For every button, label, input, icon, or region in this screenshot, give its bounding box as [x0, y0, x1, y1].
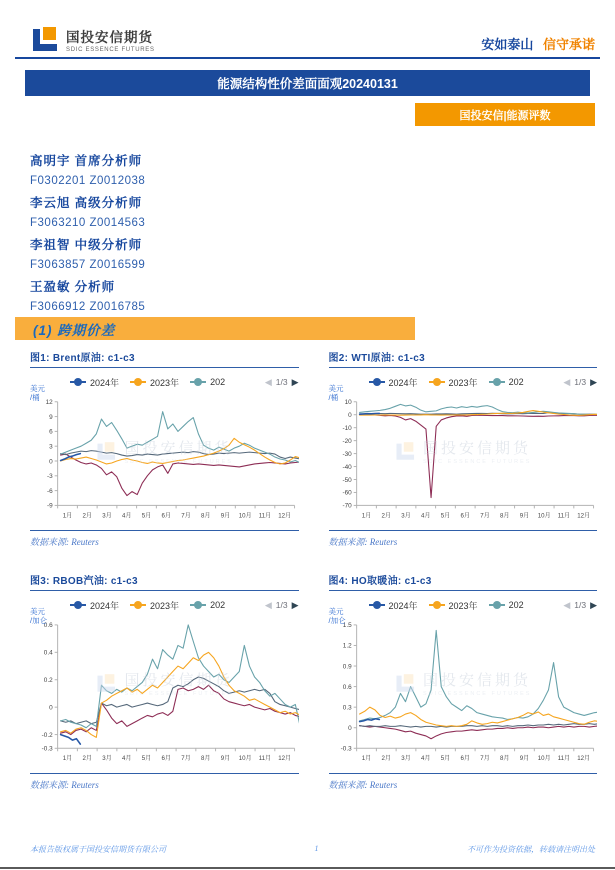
analyst-name: 李祖智 中级分析师 — [30, 237, 143, 252]
svg-text:12月: 12月 — [576, 512, 590, 520]
svg-text:7月: 7月 — [181, 755, 191, 763]
svg-text:-0.3: -0.3 — [340, 745, 352, 753]
slogan-part-1: 安如泰山 — [481, 37, 534, 52]
data-source: 数据来源: Reuters — [30, 537, 99, 547]
svg-text:-30: -30 — [341, 450, 352, 458]
y-axis-unit: 美元 /加仑 — [328, 607, 346, 625]
svg-text:2月: 2月 — [380, 512, 391, 520]
svg-text:1月: 1月 — [361, 755, 371, 763]
svg-text:4月: 4月 — [420, 512, 430, 520]
chart-canvas — [30, 394, 299, 528]
svg-text:-6: -6 — [47, 487, 53, 495]
analyst-codes: F3063857 Z0016599 — [30, 258, 146, 271]
svg-text:2月: 2月 — [82, 512, 93, 520]
svg-text:0.6: 0.6 — [342, 683, 352, 691]
legend-item-202x[interactable]: 202 — [489, 377, 524, 387]
legend-pager-label: 1/3 — [275, 377, 288, 387]
y-axis-unit: 美元 /加仑 — [30, 607, 48, 625]
legend-prev-icon[interactable]: ◀ — [563, 599, 571, 610]
footer-disclaimer: 不可作为投资依据，转载请注明出处 — [467, 845, 595, 854]
legend-line-dot-icon — [489, 378, 505, 386]
series-badge-label: 国投安信|能源评数 — [459, 109, 551, 122]
svg-text:-70: -70 — [341, 502, 352, 510]
legend-next-icon[interactable]: ▶ — [291, 599, 299, 610]
brand-name-cn: 国投安信期货 — [66, 29, 153, 45]
legend-pager-label: 1/3 — [275, 600, 288, 610]
chart-title: 图2: WTI原油: c1-c3 — [328, 353, 425, 364]
page-bottom-edge — [0, 867, 615, 869]
chart-block-ho — [329, 572, 598, 791]
chart-legend — [369, 599, 564, 612]
legend-line-dot-icon — [190, 378, 206, 386]
svg-text:11月: 11月 — [557, 512, 570, 520]
svg-text:8月: 8月 — [200, 512, 211, 520]
svg-text:-40: -40 — [341, 463, 352, 471]
chart-legend — [70, 599, 265, 612]
svg-text:10月: 10月 — [537, 755, 551, 763]
svg-text:-0.3: -0.3 — [41, 745, 53, 753]
legend-item-202x[interactable]: 202 — [489, 600, 524, 610]
legend-line-dot-icon — [429, 378, 445, 386]
legend-prev-icon[interactable]: ◀ — [264, 599, 272, 610]
charts-grid — [30, 349, 597, 791]
svg-text:4月: 4月 — [121, 512, 132, 520]
svg-text:12月: 12月 — [278, 755, 292, 763]
chart-plot-area — [30, 607, 299, 774]
svg-text:10月: 10月 — [238, 755, 252, 763]
chart-title: 图3: RBOB汽油: c1-c3 — [30, 576, 138, 587]
svg-text:12月: 12月 — [576, 755, 590, 763]
svg-text:0: 0 — [347, 411, 352, 419]
chart-legend-row — [329, 597, 598, 613]
svg-text:0.2: 0.2 — [43, 677, 53, 685]
svg-text:9月: 9月 — [519, 512, 529, 520]
svg-text:2月: 2月 — [380, 755, 391, 763]
footer-copyright: 本报告版权属于国投安信期货有限公司 — [30, 845, 166, 854]
svg-text:6: 6 — [49, 428, 53, 436]
chart-block-wti — [329, 349, 598, 548]
legend-item-2024[interactable]: 2024年 — [369, 599, 418, 612]
svg-text:10月: 10月 — [537, 512, 551, 520]
svg-text:-3: -3 — [47, 473, 53, 481]
legend-item-2023[interactable]: 2023年 — [429, 376, 478, 389]
svg-text:7月: 7月 — [479, 512, 490, 520]
y-axis-unit: 美元 /桶 — [30, 384, 45, 402]
legend-pager-label: 1/3 — [574, 377, 587, 387]
svg-text:10月: 10月 — [238, 512, 252, 520]
watermark: 国投安信期货 SDIC ESSENCE FUTURES — [96, 669, 233, 697]
legend-line-dot-icon — [70, 378, 86, 386]
legend-item-2023[interactable]: 2023年 — [130, 376, 179, 389]
svg-text:-9: -9 — [47, 502, 53, 510]
chart-legend-row — [30, 597, 299, 613]
report-title: 能源结构性价差面面观20240131 — [217, 77, 398, 91]
svg-text:3月: 3月 — [400, 512, 411, 520]
chart-title: 图1: Brent原油: c1-c3 — [30, 353, 135, 364]
report-title-banner — [25, 70, 590, 96]
legend-line-dot-icon — [489, 601, 505, 609]
legend-pager — [563, 377, 597, 388]
svg-text:5月: 5月 — [440, 512, 450, 520]
chart-legend — [70, 376, 265, 389]
svg-text:-0.2: -0.2 — [41, 731, 53, 739]
chart-plot-area — [328, 607, 598, 774]
legend-line-dot-icon — [369, 601, 385, 609]
svg-text:1.5: 1.5 — [342, 622, 352, 630]
chart-canvas — [329, 394, 598, 528]
svg-text:9月: 9月 — [220, 755, 231, 763]
legend-line-dot-icon — [130, 601, 146, 609]
company-slogan — [481, 34, 595, 53]
svg-text:12月: 12月 — [278, 512, 292, 520]
svg-text:6月: 6月 — [459, 755, 470, 763]
analyst-codes: F0302201 Z0012038 — [30, 174, 146, 187]
data-source: 数据来源: Reuters — [328, 780, 398, 790]
legend-pager — [265, 377, 299, 388]
analyst-name: 李云旭 高级分析师 — [30, 195, 143, 210]
svg-text:8月: 8月 — [499, 512, 509, 520]
svg-text:4月: 4月 — [121, 755, 132, 763]
analyst-name: 王盈敏 分析师 — [30, 279, 116, 294]
legend-item-2023[interactable]: 2023年 — [429, 599, 478, 612]
chart-block-rbob — [30, 572, 299, 791]
chart-title-rule — [30, 367, 299, 368]
legend-line-dot-icon — [130, 378, 146, 386]
svg-text:0: 0 — [347, 724, 352, 732]
svg-text:1月: 1月 — [62, 512, 73, 520]
analyst-name: 高明宇 首席分析师 — [30, 153, 143, 168]
svg-text:0.4: 0.4 — [43, 649, 53, 657]
legend-next-icon[interactable]: ▶ — [590, 376, 597, 387]
chart-canvas — [30, 617, 299, 771]
chart-canvas — [329, 617, 598, 771]
svg-text:7月: 7月 — [181, 512, 191, 520]
svg-text:3月: 3月 — [400, 755, 411, 763]
legend-item-2024[interactable]: 2024年 — [70, 599, 119, 612]
legend-next-icon[interactable]: ▶ — [291, 376, 299, 387]
section-header-bar — [15, 317, 415, 340]
header-divider — [15, 57, 600, 59]
svg-text:9: 9 — [49, 413, 53, 421]
legend-item-2023[interactable]: 2023年 — [130, 599, 179, 612]
legend-line-dot-icon — [429, 601, 445, 609]
svg-text:7月: 7月 — [479, 755, 490, 763]
svg-text:9月: 9月 — [519, 755, 529, 763]
slogan-part-2: 信守承诺 — [542, 37, 595, 52]
svg-text:8月: 8月 — [499, 755, 509, 763]
svg-text:0.6: 0.6 — [43, 622, 53, 630]
svg-text:4月: 4月 — [420, 755, 430, 763]
chart-title-rule — [30, 590, 299, 591]
svg-text:8月: 8月 — [200, 755, 211, 763]
legend-pager — [563, 600, 597, 611]
svg-text:9月: 9月 — [220, 512, 231, 520]
svg-text:-50: -50 — [341, 476, 352, 484]
svg-text:1月: 1月 — [62, 755, 73, 763]
chart-block-brent — [30, 349, 299, 548]
legend-prev-icon[interactable]: ◀ — [264, 376, 272, 387]
y-axis-unit: 美元 /桶 — [328, 384, 344, 402]
svg-text:5月: 5月 — [141, 755, 152, 763]
footer-page-number: 1 — [314, 844, 319, 853]
svg-text:5月: 5月 — [141, 512, 152, 520]
legend-pager — [265, 600, 299, 611]
analyst-list — [30, 149, 145, 317]
company-logo-icon — [30, 24, 60, 54]
svg-text:3月: 3月 — [102, 512, 112, 520]
legend-item-202x[interactable]: 202 — [190, 600, 225, 610]
data-source: 数据来源: Reuters — [328, 537, 398, 547]
page-footer — [30, 844, 595, 855]
watermark: 国投安信期货 SDIC ESSENCE FUTURES — [96, 437, 233, 465]
svg-text:1.2: 1.2 — [342, 642, 352, 650]
section-title: (1) 跨期价差 — [33, 322, 116, 338]
svg-text:6月: 6月 — [161, 755, 171, 763]
brand-name-en: SDIC ESSENCE FUTURES — [66, 46, 155, 53]
svg-text:11月: 11月 — [557, 755, 570, 763]
svg-text:0.3: 0.3 — [342, 704, 352, 712]
chart-legend-row — [30, 374, 299, 390]
legend-item-2024[interactable]: 2024年 — [369, 376, 418, 389]
legend-item-2024[interactable]: 2024年 — [70, 376, 119, 389]
svg-text:6月: 6月 — [161, 512, 171, 520]
legend-next-icon[interactable]: ▶ — [590, 599, 597, 610]
svg-text:11月: 11月 — [258, 512, 272, 520]
series-badge — [415, 103, 595, 126]
chart-legend-row — [329, 374, 598, 390]
svg-text:6月: 6月 — [459, 512, 470, 520]
legend-line-dot-icon — [369, 378, 385, 386]
svg-text:3月: 3月 — [102, 755, 112, 763]
legend-line-dot-icon — [70, 601, 86, 609]
chart-title: 图4: HO取暖油: c1-c3 — [328, 576, 432, 587]
analyst-codes: F3063210 Z0014563 — [30, 216, 146, 229]
svg-text:-10: -10 — [341, 424, 352, 432]
analyst-codes: F3066912 Z0016785 — [30, 300, 146, 313]
svg-text:11月: 11月 — [258, 755, 272, 763]
svg-text:0.9: 0.9 — [342, 663, 352, 671]
legend-pager-label: 1/3 — [574, 600, 587, 610]
watermark: 国投安信期货 SDIC ESSENCE FUTURES — [394, 669, 531, 697]
chart-plot-area — [328, 384, 598, 531]
legend-line-dot-icon — [190, 601, 206, 609]
svg-text:3: 3 — [49, 443, 53, 451]
svg-text:0: 0 — [49, 458, 53, 466]
chart-plot-area — [30, 384, 299, 531]
chart-title-rule — [329, 590, 598, 591]
svg-text:2月: 2月 — [82, 755, 93, 763]
report-header — [30, 24, 595, 54]
chart-title-rule — [329, 367, 598, 368]
svg-text:10: 10 — [344, 399, 352, 407]
svg-text:5月: 5月 — [440, 755, 450, 763]
legend-item-202x[interactable]: 202 — [190, 377, 225, 387]
svg-text:12: 12 — [45, 399, 53, 407]
data-source: 数据来源: Reuters — [30, 780, 99, 790]
svg-text:-60: -60 — [341, 489, 352, 497]
svg-text:1月: 1月 — [361, 512, 371, 520]
legend-prev-icon[interactable]: ◀ — [563, 376, 571, 387]
company-logo — [30, 24, 155, 54]
watermark: 国投安信期货 SDIC ESSENCE FUTURES — [394, 437, 531, 465]
svg-text:-20: -20 — [341, 437, 352, 445]
svg-text:0: 0 — [49, 704, 53, 712]
chart-legend — [369, 376, 564, 389]
